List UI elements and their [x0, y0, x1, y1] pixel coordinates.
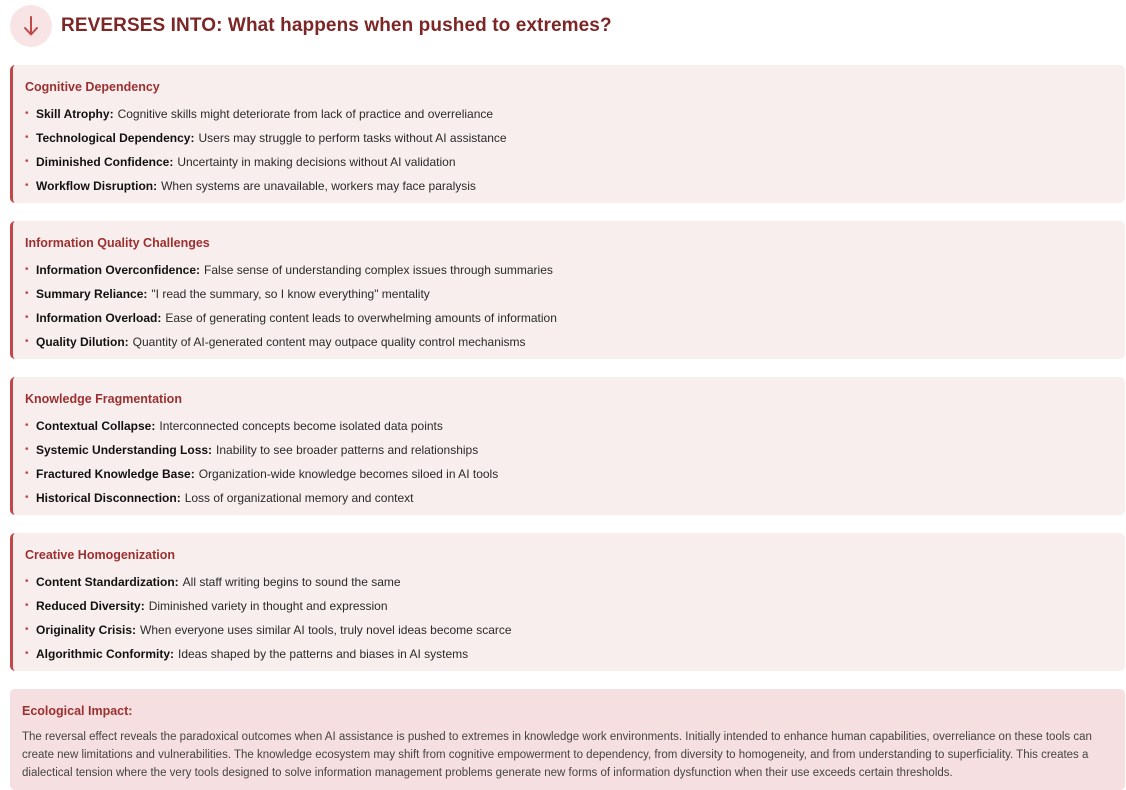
effect-card [10, 221, 1125, 359]
effects-list [10, 65, 1125, 689]
effect-card [10, 533, 1125, 671]
bullet-icon: • [25, 336, 29, 347]
item-description: Uncertainty in making decisions without AI validation [177, 155, 456, 169]
item-description: Organization-wide knowledge becomes siloed in AI tools [198, 467, 499, 481]
item-term: Workflow Disruption: [36, 179, 158, 193]
item-term: Skill Atrophy: [36, 107, 114, 121]
item-term: Originality Crisis: [36, 623, 137, 637]
bullet-icon: • [25, 288, 29, 299]
item-description: Quantity of AI-generated content may outpace quality control mechanisms [132, 335, 526, 349]
bullet-icon: • [25, 600, 29, 611]
card-title: Information Quality Challenges [25, 236, 210, 250]
bullet-icon: • [25, 132, 29, 143]
card-item-list [25, 102, 1125, 198]
list-item [25, 282, 1125, 306]
bullet-icon: • [25, 180, 29, 191]
item-term: Quality Dilution: [36, 335, 129, 349]
item-term: Historical Disconnection: [36, 491, 181, 505]
item-description: Interconnected concepts become isolated data points [159, 419, 443, 433]
item-term: Contextual Collapse: [36, 419, 156, 433]
item-term: Information Overconfidence: [36, 263, 201, 277]
card-item-list [25, 570, 1125, 666]
card-title: Cognitive Dependency [25, 80, 160, 94]
bullet-icon: • [25, 156, 29, 167]
item-term: Diminished Confidence: [36, 155, 174, 169]
bullet-icon: • [25, 648, 29, 659]
item-description: When everyone uses similar AI tools, truly novel ideas become scarce [140, 623, 512, 637]
effect-card [10, 65, 1125, 203]
card-title: Creative Homogenization [25, 548, 176, 562]
list-item [25, 126, 1125, 150]
list-item [25, 414, 1125, 438]
list-item [25, 102, 1125, 126]
bullet-icon: • [25, 264, 29, 275]
item-description: Cognitive skills might deteriorate from lack of practice and overreliance [117, 107, 494, 121]
list-item [25, 486, 1125, 510]
item-description: All staff writing begins to sound the same [182, 575, 401, 589]
list-item [25, 258, 1125, 282]
item-term: Fractured Knowledge Base: [36, 467, 195, 481]
item-description: Ideas shaped by the patterns and biases in AI systems [178, 647, 469, 661]
item-term: Systemic Understanding Loss: [36, 443, 213, 457]
item-description: Diminished variety in thought and expression [148, 599, 388, 613]
item-term: Algorithmic Conformity: [36, 647, 174, 661]
item-description: Loss of organizational memory and context [184, 491, 414, 505]
impact-text: The reversal effect reveals the paradoxical outcomes when AI assistance is pushed to extremes in knowledge work environments. Initially intended to enhance human capabilities, overreliance on these tools can create new limitations and vulnerabilities. The knowledge ecosystem may shift from cognitive empowerment to dependency, from diversity to homogeneity, and from understanding to superficiality. This creates a dialectical tension where the very tools designed to solve information management problems generate new forms of information dysfunction when their use exceeds certain thresholds. [22, 731, 1092, 779]
item-description: "I read the summary, so I know everything" mentality [151, 287, 430, 301]
bullet-icon: • [25, 468, 29, 479]
bullet-icon: • [25, 624, 29, 635]
card-item-list [25, 414, 1125, 510]
impact-title: Ecological Impact: [22, 704, 133, 718]
item-term: Information Overload: [36, 311, 162, 325]
card-item-list [25, 258, 1125, 354]
item-description: Ease of generating content leads to overwhelming amounts of information [165, 311, 557, 325]
bullet-icon: • [25, 444, 29, 455]
item-description: False sense of understanding complex issues through summaries [204, 263, 553, 277]
item-term: Reduced Diversity: [36, 599, 145, 613]
list-item [25, 174, 1125, 198]
page-title: REVERSES INTO: What happens when pushed to extremes? [61, 15, 612, 36]
list-item [25, 306, 1125, 330]
list-item [25, 150, 1125, 174]
bullet-icon: • [25, 420, 29, 431]
item-term: Content Standardization: [36, 575, 179, 589]
list-item [25, 618, 1125, 642]
list-item [25, 330, 1125, 354]
list-item [25, 570, 1125, 594]
list-item [25, 438, 1125, 462]
arrow-down-icon [10, 5, 52, 47]
item-description: Inability to see broader patterns and relationships [216, 443, 479, 457]
list-item [25, 462, 1125, 486]
bullet-icon: • [25, 312, 29, 323]
item-term: Summary Reliance: [36, 287, 148, 301]
item-term: Technological Dependency: [36, 131, 195, 145]
bullet-icon: • [25, 576, 29, 587]
item-description: Users may struggle to perform tasks without AI assistance [198, 131, 507, 145]
list-item [25, 642, 1125, 666]
bullet-icon: • [25, 492, 29, 503]
effect-card [10, 377, 1125, 515]
bullet-icon: • [25, 108, 29, 119]
card-title: Knowledge Fragmentation [25, 392, 182, 406]
list-item [25, 594, 1125, 618]
ecological-impact-panel [10, 689, 1125, 790]
section-header [10, 5, 612, 47]
item-description: When systems are unavailable, workers may face paralysis [161, 179, 476, 193]
